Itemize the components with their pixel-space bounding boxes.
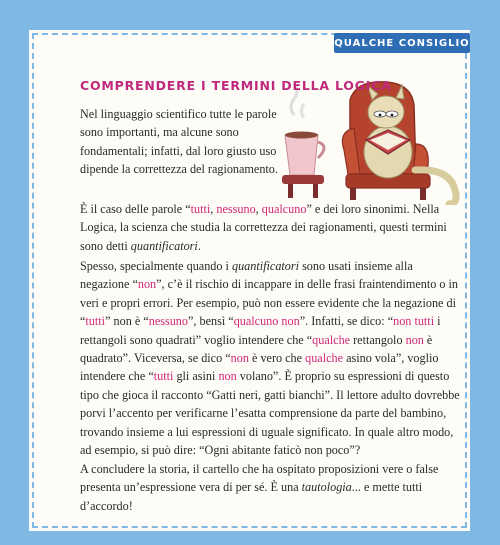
text-segment: Spesso, specialmente quando i (80, 259, 232, 273)
highlight-word: non (137, 277, 157, 292)
text-segment: ... e mette tutti d’accordo! (80, 480, 423, 513)
italic-term: quantificatori (130, 238, 198, 253)
text-segment: . (197, 238, 201, 253)
text-segment: i rettangoli sono quadrati” voglio intendere che “ (80, 314, 441, 347)
text-segment: asino vola”, voglio intendere che “ (80, 351, 439, 384)
text-segment: ”. Infatti, se dico: “ (299, 314, 394, 329)
conclusion-paragraph (80, 460, 460, 515)
text-segment: è quadrato”. Viceversa, se dico “ (80, 332, 433, 366)
text-segment: rettangolo (350, 332, 406, 347)
italic-term: quantificatori (231, 259, 300, 273)
text-segment: , (255, 202, 262, 216)
intro-paragraph: Nel linguaggio scientifico tutte le parole sono importanti, ma alcune sono fondamentali; infatti, dal loro giusto uso dipende la correttezza del ragionamento. (80, 107, 278, 177)
highlight-word: nessuno (148, 314, 188, 329)
highlight-word: qualche (312, 332, 351, 347)
text-segment: volano”. È proprio su espressioni di questo tipo che gioca il racconto “Gatti neri, gatti bianchi”. Il lettore adulto dovrebbe porvi l’accento per verificarne l’esatta comprensione da parte del bambino, trovando insieme a lui espressioni di uguale significato. In quale altro modo, ad esempio, si può dire: “Ogni abitante faticò non poco”? (80, 369, 460, 458)
highlight-word: qualche (305, 351, 344, 366)
highlight-word: tutti (190, 202, 211, 216)
highlight-word: qualcuno non (233, 314, 300, 329)
text-segment: ”, c’è il rischio di incappare in delle frasi fraintendimento o in veri e propri errori. Per esempio, può non essere evidente che la negazione di “ (80, 277, 459, 329)
text-segment: sono usati insieme alla negazione “ (80, 259, 413, 292)
highlight-word: non (230, 351, 249, 366)
highlight-word: qualcuno (261, 202, 307, 216)
section-heading: COMPRENDERE I TERMINI DELLA LOGICA (80, 78, 392, 93)
highlight-word: tutti (85, 314, 106, 329)
section-tab: QUALCHE CONSIGLIO (334, 33, 470, 53)
text-segment: , (210, 202, 217, 216)
highlight-word: non tutti (393, 314, 435, 329)
italic-term: tautologia (301, 480, 352, 495)
text-segment: ” non è “ (105, 314, 149, 329)
text-segment: è vero che (248, 351, 306, 366)
highlight-word: tutti (153, 369, 174, 384)
highlight-word: non (405, 332, 424, 347)
highlight-word: non (218, 369, 237, 384)
quantifiers-paragraph (80, 200, 460, 255)
text-segment: ”, bensì “ (188, 314, 234, 329)
highlight-word: nessuno (216, 202, 256, 216)
text-segment: ” e dei loro sinonimi. Nella Logica, la scienza che studia la correttezza dei ragionamenti, questi termini sono detti (80, 202, 447, 253)
text-segment: È il caso delle parole “ (80, 202, 191, 216)
text-segment: gli asini (173, 369, 219, 384)
negation-paragraph (80, 257, 460, 459)
text-segment: A concludere la storia, il cartello che ha ospitato proposizioni vere o false presenta un’espressione vera di per sé. È una (80, 462, 439, 495)
